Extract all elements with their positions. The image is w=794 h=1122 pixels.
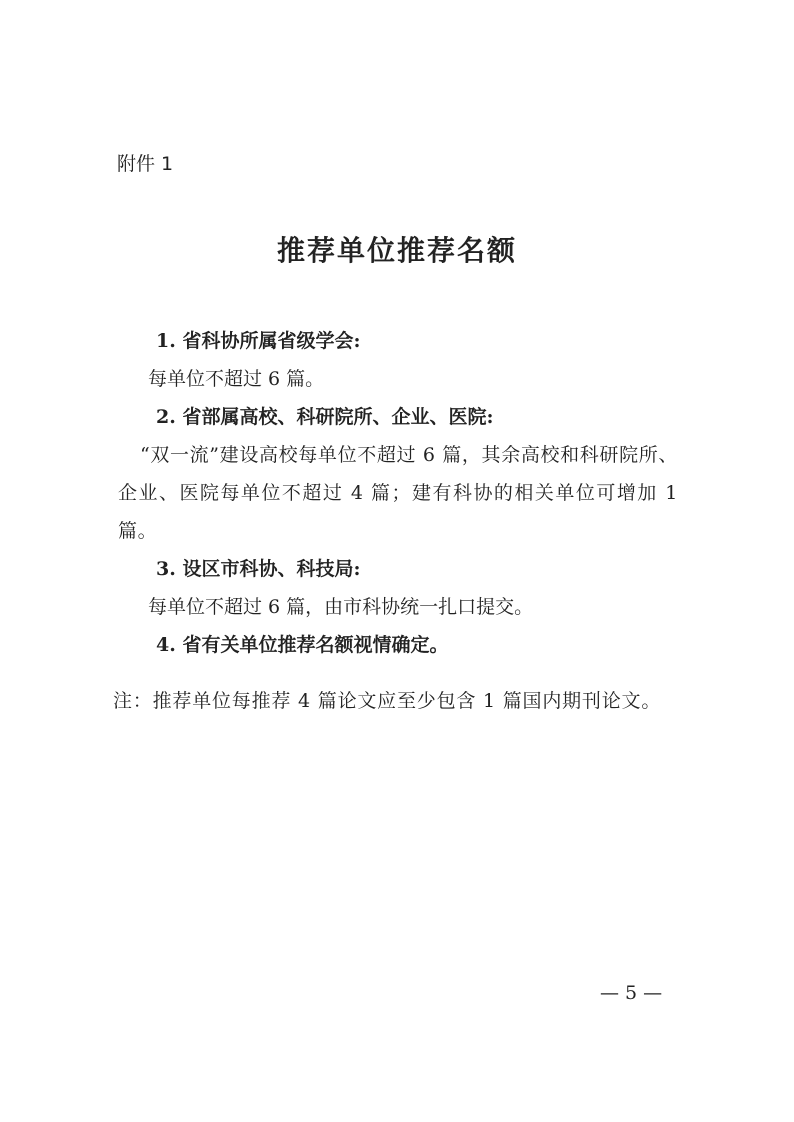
section-1-heading: 1. 省科协所属省级学会: xyxy=(156,330,361,352)
page-number: — 5 — xyxy=(600,982,663,1004)
section-3-heading: 3. 设区市科协、科技局: xyxy=(156,558,361,580)
section-2-body: “双一流”建设高校每单位不超过 6 篇，其余高校和科研院所、企业、医院每单位不超过 4 篇；建有科协的相关单位可增加 1 篇。 xyxy=(118,444,678,542)
section-3-body: 每单位不超过 6 篇，由市科协统一扎口提交。 xyxy=(148,596,534,618)
document-note: 注：推荐单位每推荐 4 篇论文应至少包含 1 篇国内期刊论文。 xyxy=(113,690,662,712)
document-body xyxy=(118,322,678,664)
document-title: 推荐单位推荐名额 xyxy=(276,234,517,267)
section-1-body: 每单位不超过 6 篇。 xyxy=(148,368,325,390)
section-4-heading: 4. 省有关单位推荐名额视情确定。 xyxy=(156,634,449,656)
section-2-heading: 2. 省部属高校、科研院所、企业、医院: xyxy=(156,406,494,428)
attachment-label: 附件 1 xyxy=(117,153,174,175)
